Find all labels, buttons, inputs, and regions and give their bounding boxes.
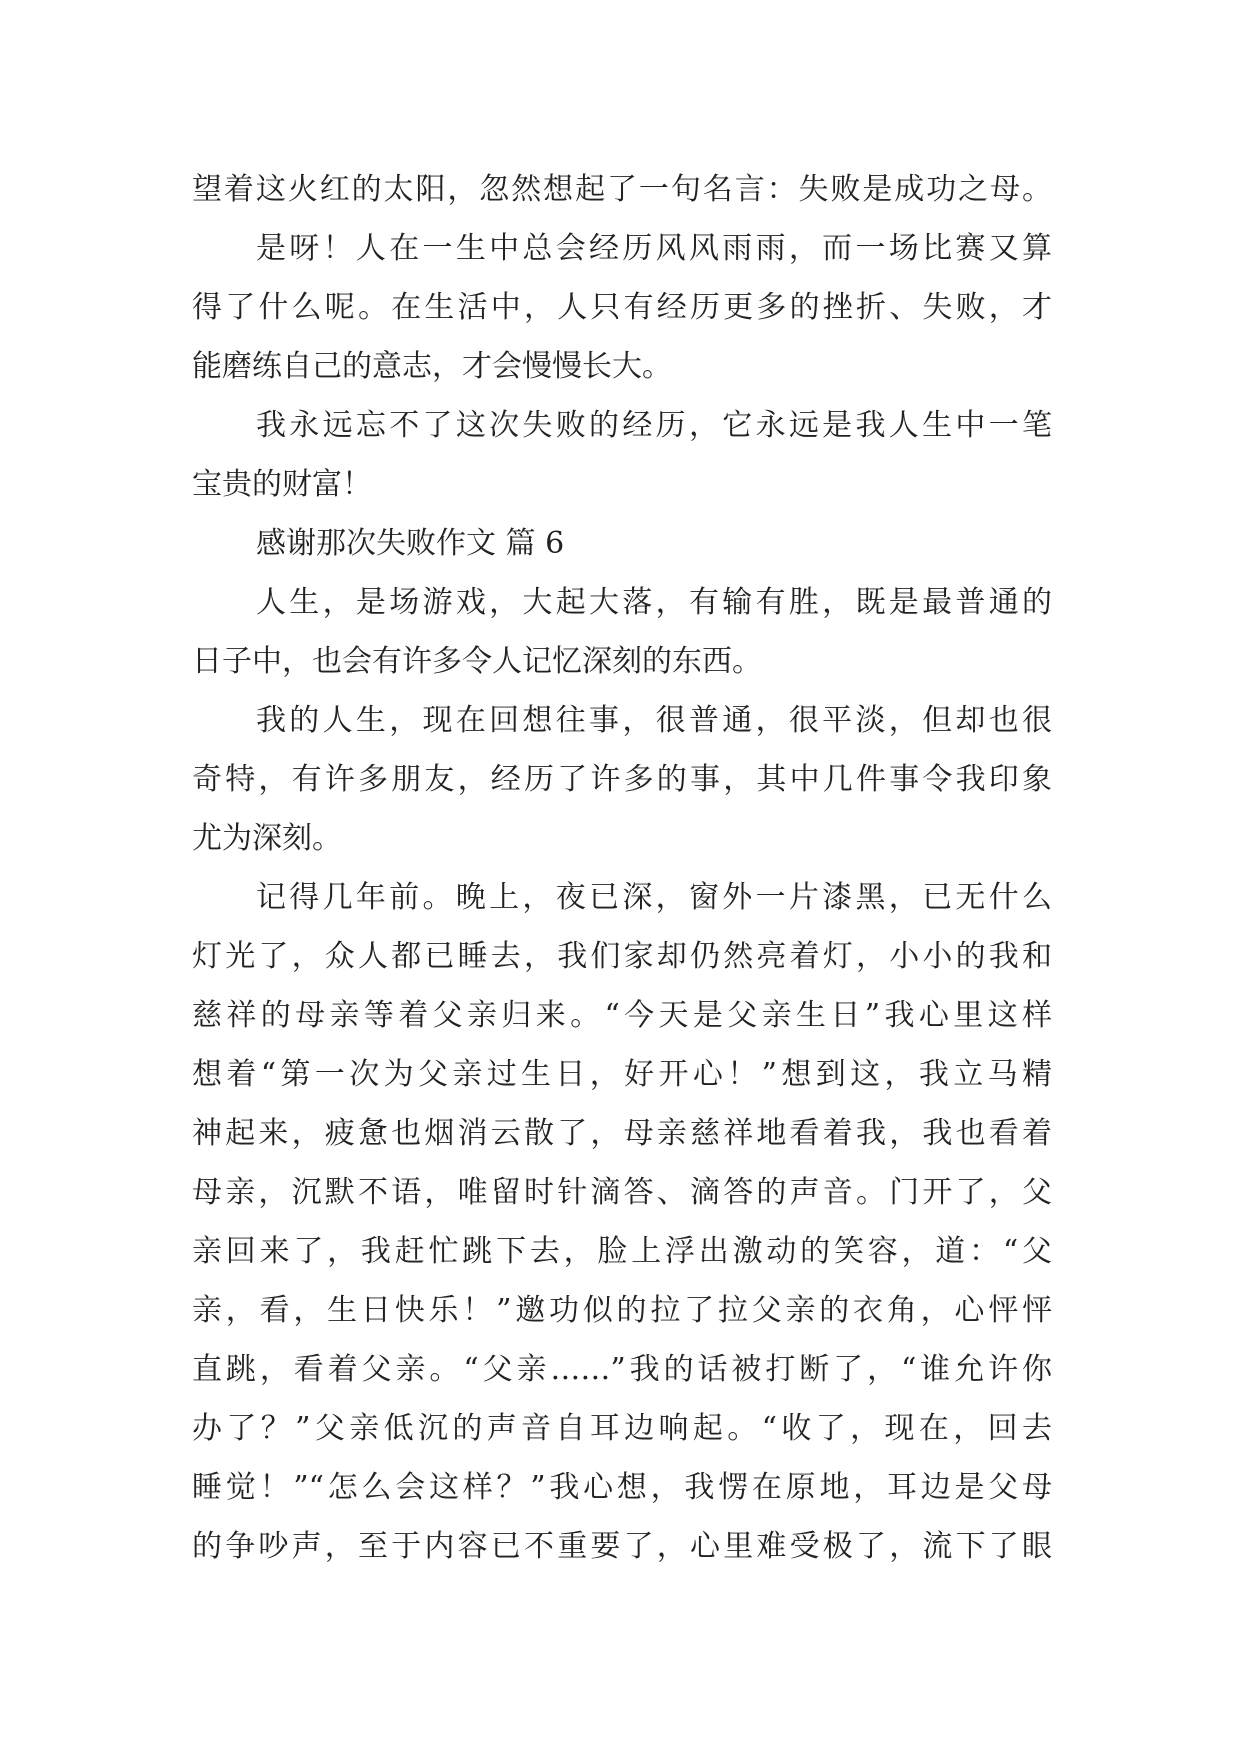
text-line: 神起来，疲惫也烟消云散了，母亲慈祥地看着我，我也看着	[192, 1116, 1052, 1151]
text-line: 灯光了，众人都已睡去，我们家却仍然亮着灯，小小的我和	[192, 939, 1052, 974]
text-line: 奇特，有许多朋友，经历了许多的事，其中几件事令我印象	[192, 762, 1052, 797]
text-line: 尤为深刻。	[192, 821, 342, 856]
text-line: 我永远忘不了这次失败的经历，它永远是我人生中一笔	[256, 408, 1052, 443]
text-line: 得了什么呢。在生活中，人只有经历更多的挫折、失败，才	[192, 290, 1052, 325]
text-line: 记得几年前。晚上，夜已深，窗外一片漆黑，已无什么	[256, 880, 1052, 915]
section-heading: 感谢那次失败作文 篇 6	[256, 526, 565, 561]
text-line: 亲回来了，我赶忙跳下去，脸上浮出激动的笑容，道：“父	[192, 1234, 1052, 1269]
text-line: 亲，看，生日快乐！”邀功似的拉了拉父亲的衣角，心怦怦	[192, 1293, 1052, 1328]
text-line: 人生，是场游戏，大起大落，有输有胜，既是最普通的	[256, 585, 1052, 620]
text-line: 日子中，也会有许多令人记忆深刻的东西。	[192, 644, 762, 679]
text-line: 母亲，沉默不语，唯留时针滴答、滴答的声音。门开了，父	[192, 1175, 1052, 1210]
text-line: 慈祥的母亲等着父亲归来。“今天是父亲生日”我心里这样	[192, 998, 1052, 1033]
text-line: 的争吵声，至于内容已不重要了，心里难受极了，流下了眼	[192, 1529, 1052, 1564]
text-line: 望着这火红的太阳，忽然想起了一句名言：失败是成功之母。	[192, 172, 1052, 207]
text-line: 是呀！人在一生中总会经历风风雨雨，而一场比赛又算	[256, 231, 1052, 266]
text-line: 直跳，看着父亲。“父亲……”我的话被打断了，“谁允许你	[192, 1352, 1052, 1387]
text-line: 办了？”父亲低沉的声音自耳边响起。“收了，现在，回去	[192, 1411, 1052, 1446]
text-line: 想着“第一次为父亲过生日，好开心！”想到这，我立马精	[192, 1057, 1052, 1092]
text-line: 我的人生，现在回想往事，很普通，很平淡，但却也很	[256, 703, 1052, 738]
essay-body	[192, 160, 1052, 1576]
text-line: 睡觉！”“怎么会这样？”我心想，我愣在原地，耳边是父母	[192, 1470, 1052, 1505]
text-line: 宝贵的财富！	[192, 467, 372, 502]
text-line: 能磨练自己的意志，才会慢慢长大。	[192, 349, 672, 384]
